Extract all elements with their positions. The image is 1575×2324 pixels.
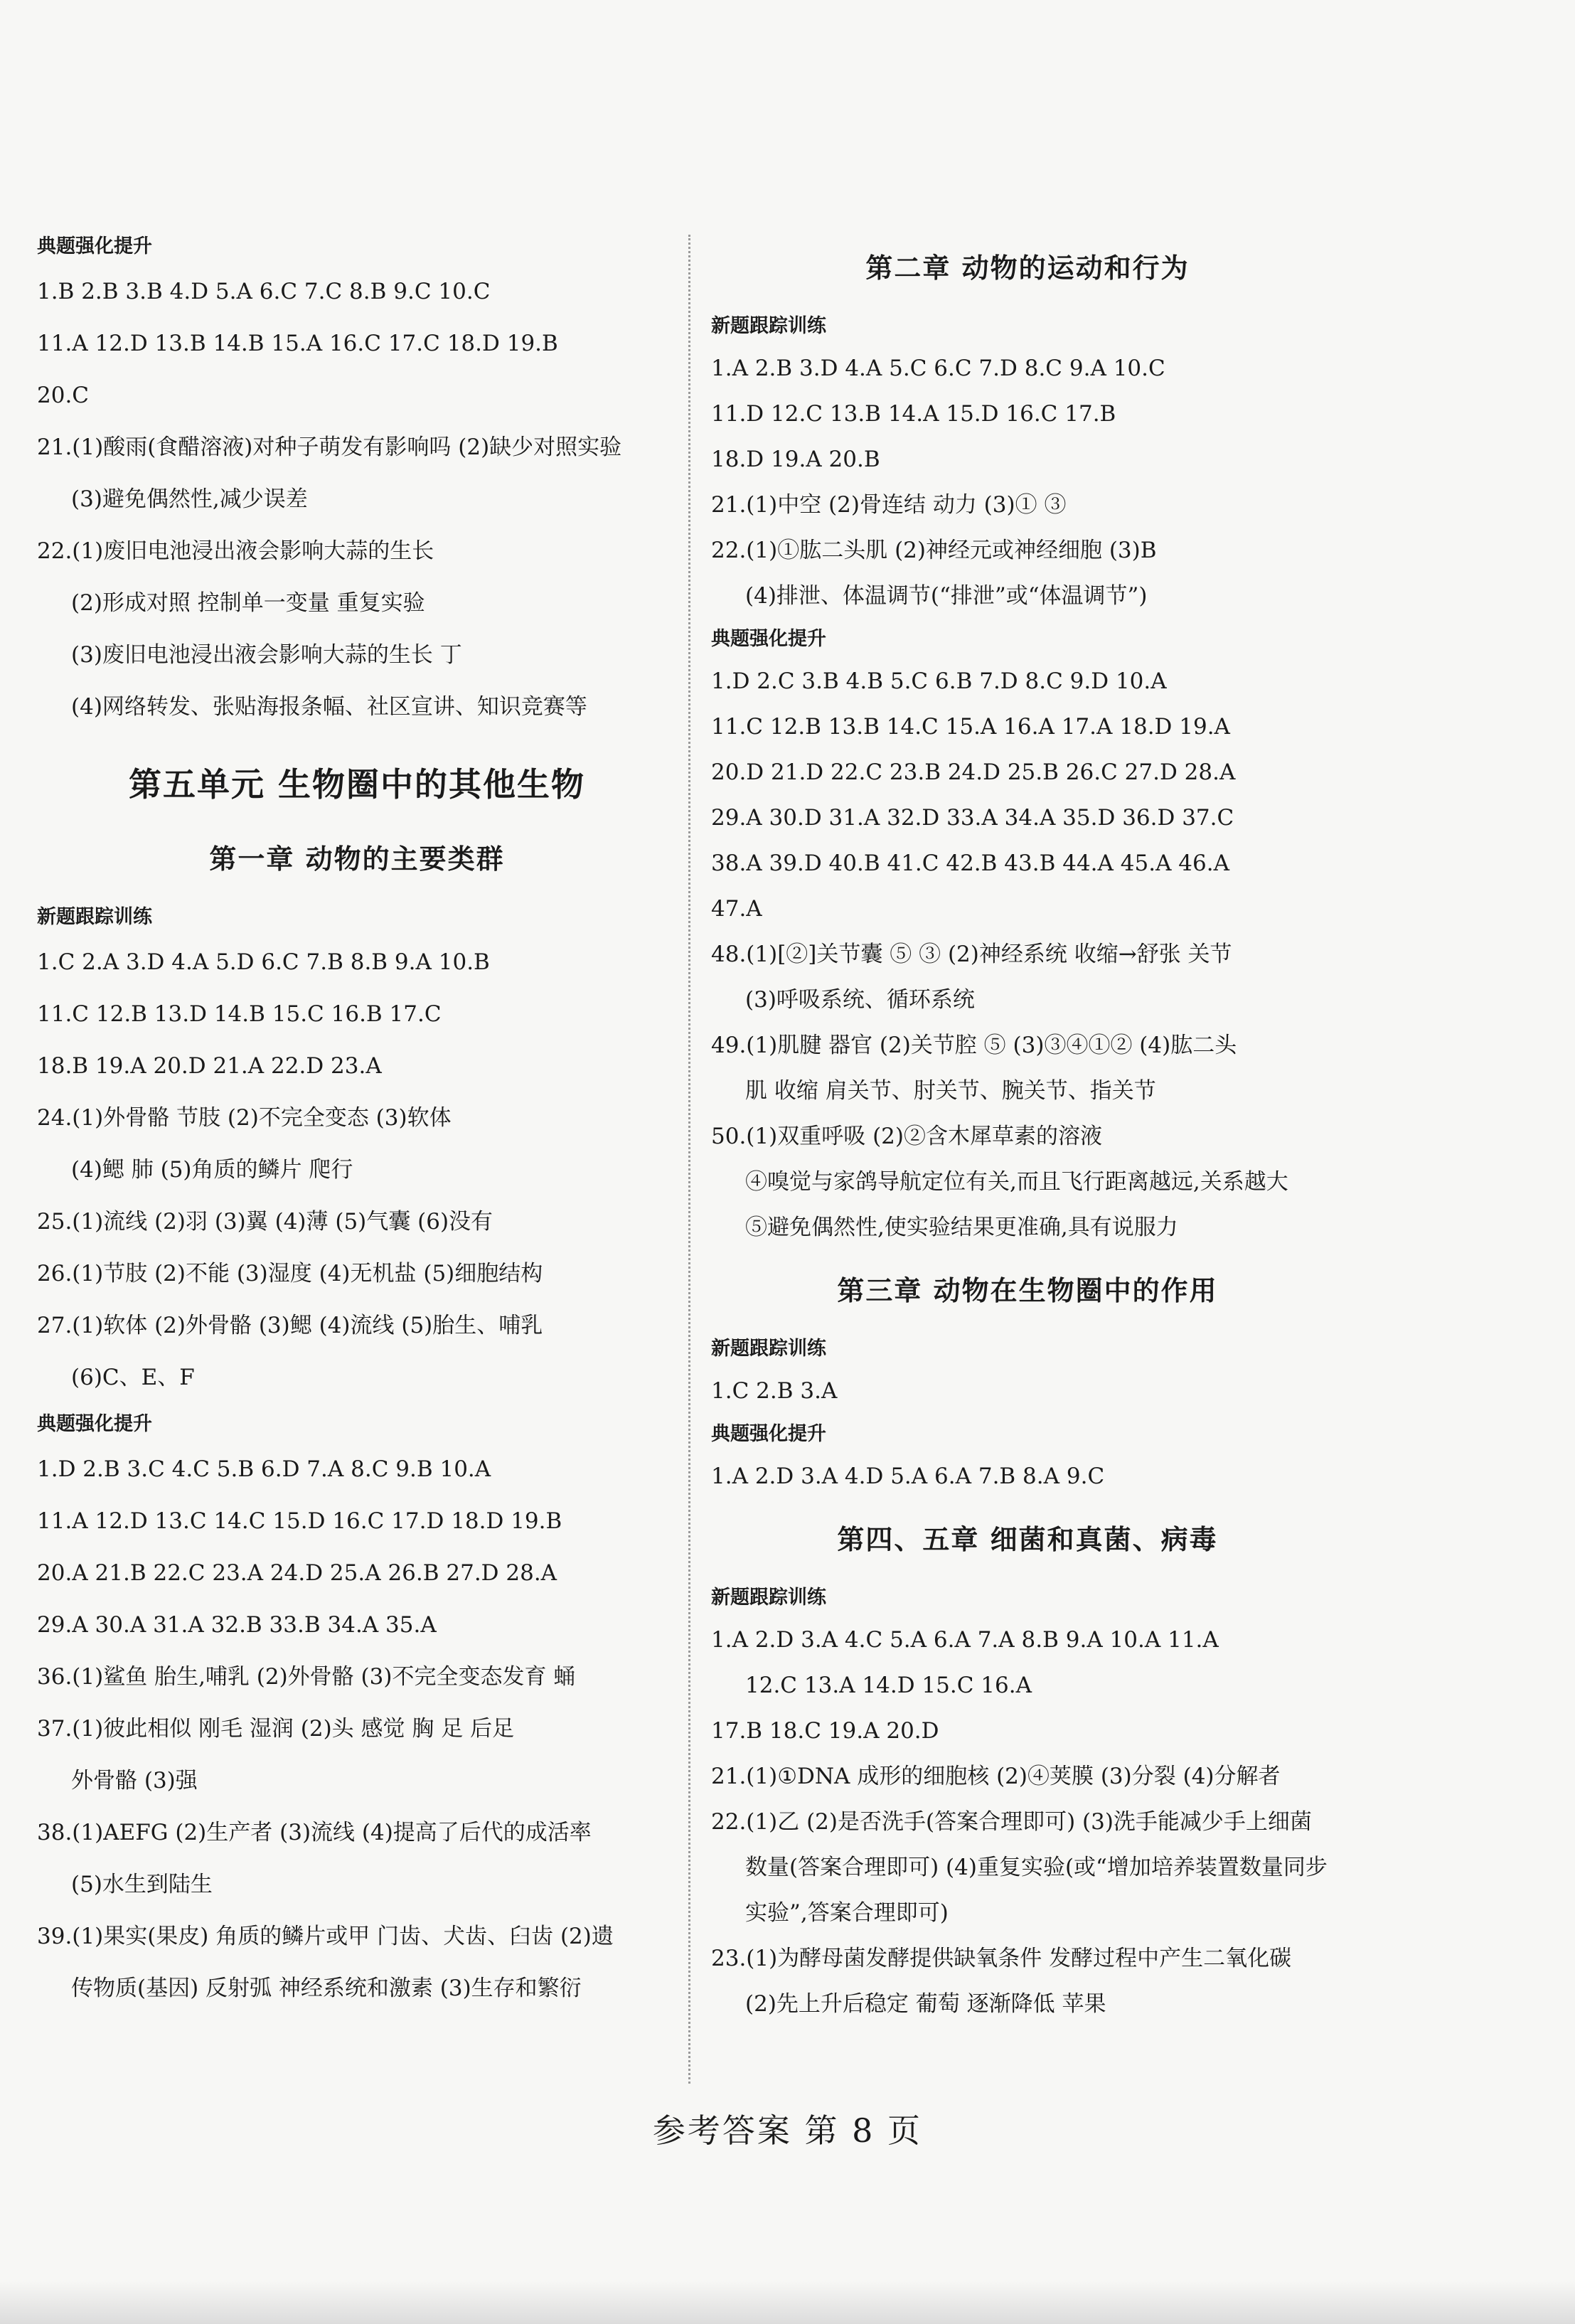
chapter-title: 第一章 动物的主要类群 — [209, 843, 505, 875]
answer-line: 21.(1)①DNA 成形的细胞核 (2)④荚膜 (3)分裂 (4)分解者 — [711, 1764, 1281, 1789]
section-label: 典题强化提升 — [37, 235, 152, 257]
answer-line: (3)呼吸系统、循环系统 — [745, 987, 975, 1013]
answer-line: (4)排泄、体温调节(“排泄”或“体温调节”) — [745, 583, 1148, 609]
answer-line: 47.A — [711, 896, 762, 922]
answer-line: 传物质(基因) 反射弧 神经系统和激素 (3)生存和繁衍 — [71, 1976, 582, 2001]
answer-line: 48.(1)[②]关节囊 ⑤ ③ (2)神经系统 收缩→舒张 关节 — [711, 942, 1232, 967]
answer-line: 11.C 12.B 13.D 14.B 15.C 16.B 17.C — [37, 1001, 442, 1027]
answer-line: 37.(1)彼此相似 刚毛 湿润 (2)头 感觉 胸 足 后足 — [37, 1716, 515, 1742]
answer-line: 20.C — [37, 383, 90, 408]
answer-line: 38.(1)AEFG (2)生产者 (3)流线 (4)提高了后代的成活率 — [37, 1820, 592, 1845]
chapter-title: 第二章 动物的运动和行为 — [865, 252, 1190, 284]
answer-line: 29.A 30.A 31.A 32.B 33.B 34.A 35.A — [37, 1612, 437, 1638]
answer-line: 22.(1)乙 (2)是否洗手(答案合理即可) (3)洗手能减少手上细菌 — [711, 1809, 1312, 1835]
page-footer: 参考答案 第 8 页 — [652, 2111, 923, 2150]
answer-line: 27.(1)软体 (2)外骨骼 (3)鳃 (4)流线 (5)胎生、哺乳 — [37, 1313, 543, 1338]
section-label: 新题跟踪训练 — [711, 1587, 826, 1609]
answer-line: 24.(1)外骨骼 节肢 (2)不完全变态 (3)软体 — [37, 1105, 452, 1131]
answer-line: (5)水生到陆生 — [71, 1872, 213, 1897]
answer-line: 26.(1)节肢 (2)不能 (3)湿度 (4)无机盐 (5)细胞结构 — [37, 1261, 543, 1286]
answer-line: 1.D 2.B 3.C 4.C 5.B 6.D 7.A 8.C 9.B 10.A — [37, 1456, 491, 1482]
answer-line: 11.A 12.D 13.C 14.C 15.D 16.C 17.D 18.D 19.B — [37, 1508, 562, 1534]
column-divider — [688, 235, 690, 2084]
answer-line: 39.(1)果实(果皮) 角质的鳞片或甲 门齿、犬齿、臼齿 (2)遗 — [37, 1924, 614, 1949]
answer-line: 肌 收缩 肩关节、肘关节、腕关节、指关节 — [745, 1078, 1156, 1104]
answer-line: 1.C 2.A 3.D 4.A 5.D 6.C 7.B 8.B 9.A 10.B — [37, 949, 490, 975]
answer-line: 20.A 21.B 22.C 23.A 24.D 25.A 26.B 27.D 28.A — [37, 1560, 557, 1586]
answer-line: 36.(1)鲨鱼 胎生,哺乳 (2)外骨骼 (3)不完全变态发育 蛹 — [37, 1664, 576, 1690]
answer-line: (3)废旧电池浸出液会影响大蒜的生长 丁 — [71, 642, 462, 668]
right-column — [711, 238, 1344, 2027]
answer-line: 21.(1)中空 (2)骨连结 动力 (3)① ③ — [711, 492, 1067, 518]
answer-line: (6)C、E、F — [71, 1365, 195, 1390]
answer-line: 数量(答案合理即可) (4)重复实验(或“增加培养装置数量同步 — [745, 1855, 1328, 1880]
answer-line: 1.A 2.D 3.A 4.D 5.A 6.A 7.B 8.A 9.C — [711, 1464, 1105, 1489]
section-label: 新题跟踪训练 — [711, 315, 826, 337]
answer-line: 1.D 2.C 3.B 4.B 5.C 6.B 7.D 8.C 9.D 10.A — [711, 668, 1167, 694]
answer-line: 1.A 2.B 3.D 4.A 5.C 6.C 7.D 8.C 9.A 10.C — [711, 356, 1165, 381]
answer-line: 49.(1)肌腱 器官 (2)关节腔 ⑤ (3)③④①② (4)肱二头 — [711, 1033, 1237, 1058]
answer-line: 11.C 12.B 13.B 14.C 15.A 16.A 17.A 18.D 19.A — [711, 714, 1230, 740]
section-label: 新题跟踪训练 — [711, 1338, 826, 1360]
answer-line: 1.A 2.D 3.A 4.C 5.A 6.A 7.A 8.B 9.A 10.A 11.A — [711, 1627, 1219, 1653]
answer-line: 17.B 18.C 19.A 20.D — [711, 1718, 939, 1744]
answer-line: (2)先上升后稳定 葡萄 逐渐降低 苹果 — [745, 1991, 1106, 2017]
answer-line: 23.(1)为酵母菌发酵提供缺氧条件 发酵过程中产生二氧化碳 — [711, 1946, 1292, 1971]
answer-line: (2)形成对照 控制单一变量 重复实验 — [71, 590, 425, 616]
page-edge-shadow — [0, 2281, 1575, 2324]
answer-line: 25.(1)流线 (2)羽 (3)翼 (4)薄 (5)气囊 (6)没有 — [37, 1209, 493, 1235]
answer-line: 21.(1)酸雨(食醋溶液)对种子萌发有影响吗 (2)缺少对照实验 — [37, 435, 622, 460]
answer-line: 18.B 19.A 20.D 21.A 22.D 23.A — [37, 1053, 382, 1079]
left-column — [37, 226, 677, 2015]
section-label: 典题强化提升 — [37, 1413, 152, 1435]
section-label: 典题强化提升 — [711, 1423, 826, 1445]
answer-line: 11.D 12.C 13.B 14.A 15.D 16.C 17.B — [711, 401, 1116, 427]
answer-line: (4)鳃 肺 (5)角质的鳞片 爬行 — [71, 1157, 353, 1183]
answer-line: ④嗅觉与家鸽导航定位有关,而且飞行距离越远,关系越大 — [745, 1169, 1288, 1195]
answer-line: 38.A 39.D 40.B 41.C 42.B 43.B 44.A 45.A 46.A — [711, 851, 1229, 876]
answer-line: 22.(1)①肱二头肌 (2)神经元或神经细胞 (3)B — [711, 538, 1157, 563]
section-label: 新题跟踪训练 — [37, 906, 152, 928]
answer-line: (3)避免偶然性,减少误差 — [71, 486, 308, 512]
answer-line: 22.(1)废旧电池浸出液会影响大蒜的生长 — [37, 538, 434, 564]
answer-line: 12.C 13.A 14.D 15.C 16.A — [745, 1673, 1032, 1698]
unit-title: 第五单元 生物圈中的其他生物 — [128, 765, 585, 804]
answer-line: ⑤避免偶然性,使实验结果更准确,具有说服力 — [745, 1215, 1178, 1240]
chapter-title: 第四、五章 细菌和真菌、病毒 — [837, 1524, 1218, 1555]
answer-line: 1.C 2.B 3.A — [711, 1378, 838, 1404]
answer-line: 29.A 30.D 31.A 32.D 33.A 34.A 35.D 36.D 37.C — [711, 805, 1234, 831]
answer-line: (4)网络转发、张贴海报条幅、社区宣讲、知识竞赛等 — [71, 694, 587, 720]
answer-line: 20.D 21.D 22.C 23.B 24.D 25.B 26.C 27.D 28.A — [711, 759, 1236, 785]
answer-line: 18.D 19.A 20.B — [711, 447, 880, 472]
section-label: 典题强化提升 — [711, 628, 826, 650]
chapter-title: 第三章 动物在生物圈中的作用 — [837, 1275, 1218, 1306]
answer-line: 外骨骼 (3)强 — [71, 1768, 198, 1793]
answer-line: 1.B 2.B 3.B 4.D 5.A 6.C 7.C 8.B 9.C 10.C — [37, 279, 491, 304]
answer-line: 11.A 12.D 13.B 14.B 15.A 16.C 17.C 18.D 19.B — [37, 331, 558, 356]
answer-line: 50.(1)双重呼吸 (2)②含木犀草素的溶液 — [711, 1124, 1102, 1149]
answer-line: 实验”,答案合理即可) — [745, 1900, 949, 1926]
